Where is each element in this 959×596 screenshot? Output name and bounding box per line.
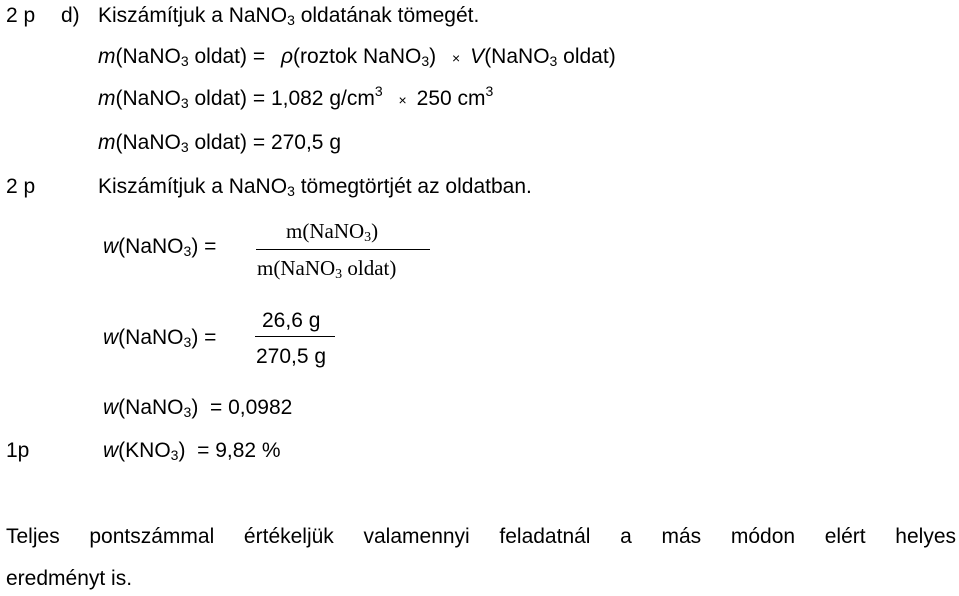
points-label-d: 2 p <box>6 4 36 27</box>
fraction1-bar <box>256 249 430 250</box>
fraction1-numerator: m(NaNO$_3$) <box>286 219 379 245</box>
fraction2-lhs: w(NaNO$_3$) = <box>103 326 217 350</box>
mass-fraction-heading: Kiszámítjuk a NaNO$_3$ tömegtörtjét az oldatban. <box>98 175 532 199</box>
task-d-heading: Kiszámítjuk a NaNO$_3$ oldatának tömegét. <box>98 4 480 28</box>
mass-fraction-result: w(NaNO$_3$) = 0,0982 <box>103 396 293 420</box>
fraction2-denominator: 270,5 g <box>256 345 327 368</box>
footer-note-line1: Teljes pontszámmal értékeljük valamennyi feladatnál a más módon elért helyes <box>6 525 956 548</box>
mass-result: m(NaNO$_3$ oldat) = 270,5 g <box>98 131 342 155</box>
footer-note-line2: eredményt is. <box>6 567 133 590</box>
item-label-d: d) <box>61 4 80 27</box>
fraction2-numerator: 26,6 g <box>262 309 321 332</box>
fraction1-denominator: m(NaNO$_3$ oldat) <box>257 256 397 282</box>
mass-formula: m(NaNO$_3$ oldat) = ρ(roztok NaNO$_3$) × V(NaNO$_3$ oldat) <box>98 45 616 69</box>
points-label-2: 2 p <box>6 175 36 198</box>
percent-result: $w(KNO_3) = 9,82$ % <box>103 439 281 463</box>
fraction1-lhs: w(NaNO$_3$) = <box>103 235 217 259</box>
points-label-1: 1p <box>6 439 30 462</box>
mass-substitution: m(NaNO$_3$ oldat) = 1,082 $g/cm^3 \times 250$ $cm^3$ <box>98 83 494 111</box>
fraction2-bar <box>255 336 335 337</box>
